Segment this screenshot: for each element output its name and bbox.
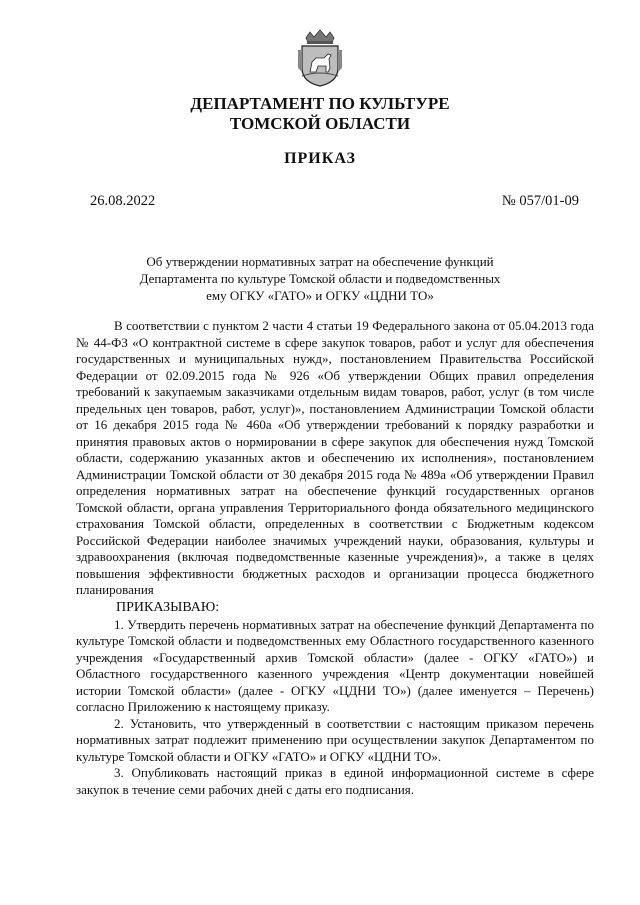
coat-of-arms-icon [296,28,344,88]
document-date: 26.08.2022 [90,193,156,209]
subject-line-1: Об утверждении нормативных затрат на обеспечение функций [146,254,494,269]
document-type: ПРИКАЗ [284,150,356,167]
document-body [76,318,594,798]
order-item-1: 1. Утвердить перечень нормативных затрат на обеспечение функций Департамента по культуре Томской области и подведомственных ему Областного государственного казенного учреждения «Государственный архив Томской области» (далее - ОГКУ «ГАТО») и Областного государственного казенного учреждения «Центр документации новейшей истории Томской области» (далее - ОГКУ «ЦДНИ ТО») (далее именуется – Перечень) согласно Приложению к настоящему приказу. [76,616,594,714]
order-item-2: 2. Установить, что утвержденный в соответствии с настоящим приказом перечень нормативных затрат подлежит применению при осуществлении закупок Департаментом по культуре Томской области и ОГКУ «ГАТО» и ОГКУ «ЦДНИ ТО». [76,715,594,764]
order-word: ПРИКАЗЫВАЮ: [116,599,220,615]
preamble-paragraph: В соответствии с пунктом 2 части 4 статьи 19 Федерального закона от 05.04.2013 года № 44-ФЗ «О контрактной системе в сфере закупок товаров, работ и услуг для обеспечения государственных и муниципальных нужд», постановлением Правительства Российской Федерации от 02.09.2015 года № 926 «Об утверждении Общих правил определения требований к закупаемым заказчиками отдельным видам товаров, работ, услуг (в том числе предельных цен товаров, работ, услуг)», постановлением Администрации Томской области от 16 декабря 2015 года № 460а «Об утверждении требований к порядку разработки и принятия правовых актов о нормировании в сфере закупок для обеспечения нужд Томской области, содержанию указанных актов и обеспечению их исполнения», постановлением Администрации Томской области от 30 декабря 2015 года № 489а «Об утверждении Правил определения нормативных затрат на обеспечение функций государственных органов Томской области, органа управления Территориального фонда обязательного медицинского страхования Томской области, определенных в соответствии с Бюджетным кодексом Российской Федерации наиболее значимых учреждений науки, образования, культуры и здравоохранения (включая подведомственные казенные учреждения)», а также в целях повышения эффективности бюджетных расходов и организации процесса бюджетного планирования [76,318,594,597]
org-line-2: ТОМСКОЙ ОБЛАСТИ [229,114,411,133]
subject-line-3: ему ОГКУ «ГАТО» и ОГКУ «ЦДНИ ТО» [206,288,434,303]
order-item-3: 3. Опубликовать настоящий приказ в единой информационной системе в сфере закупок в течение семи рабочих дней с даты его подписания. [76,765,594,797]
document-number: № 057/01-09 [501,193,579,209]
subject-line-2: Департамента по культуре Томской области и подведомственных [139,271,501,286]
organization-name [0,94,640,134]
document-subject [120,253,520,304]
org-line-1: ДЕПАРТАМЕНТ ПО КУЛЬТУРЕ [190,94,450,113]
